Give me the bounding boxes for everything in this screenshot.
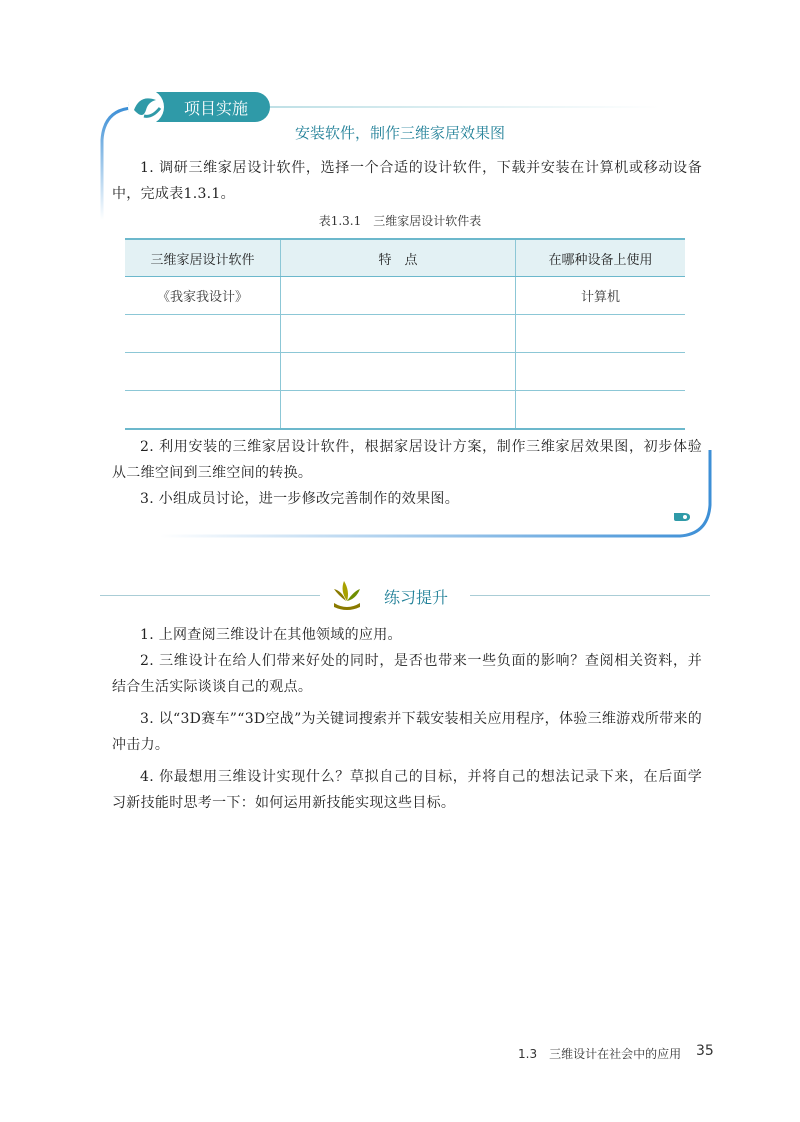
pointing-hand-icon: [672, 507, 692, 523]
table-row: [125, 353, 685, 391]
section-swirl-icon: [126, 88, 166, 126]
project-title: 安装软件，制作三维家居效果图: [294, 124, 505, 142]
practice-rule-left: [100, 595, 320, 596]
table-header-features: 特 点: [281, 239, 516, 277]
practice-item-2: 2. 三维设计在给人们带来好处的同时，是否也带来一些负面的影响？查阅相关资料，并结合生活实际谈谈自己的观点。: [112, 653, 702, 695]
table-row: [125, 391, 685, 430]
table-cell: [516, 353, 686, 391]
table-cell: 计算机: [516, 277, 686, 315]
table-cell: [125, 391, 281, 430]
table-cell: [281, 353, 516, 391]
table-cell: [516, 391, 686, 430]
section-title: 项目实施: [184, 99, 249, 118]
software-table: [125, 238, 685, 430]
practice-leaf-icon: [330, 577, 364, 611]
project-step-1: 1. 调研三维家居设计软件，选择一个合适的设计软件，下载并安装在计算机或移动设备中，完成表1.3.1。: [112, 160, 702, 202]
table-cell: [281, 391, 516, 430]
practice-item-4: 4. 你最想用三维设计实现什么？草拟自己的目标，并将自己的想法记录下来，在后面学习新技能时思考一下：如何运用新技能实现这些目标。: [112, 769, 702, 811]
chapter-footer: 1.3 三维设计在社会中的应用: [518, 1047, 682, 1061]
project-step-2: 2. 利用安装的三维家居设计软件，根据家居设计方案，制作三维家居效果图，初步体验从二维空间到三维空间的转换。: [112, 439, 702, 481]
table-header-row: [125, 239, 685, 277]
table-cell: [125, 353, 281, 391]
section-header-badge: [128, 92, 270, 122]
page-number: 35: [696, 1043, 714, 1059]
table-header-device: 在哪种设备上使用: [516, 239, 686, 277]
practice-item-3: 3. 以“3D赛车”“3D空战”为关键词搜索并下载安装相关应用程序，体验三维游戏所带来的冲击力。: [112, 711, 702, 753]
table-header-software: 三维家居设计软件: [125, 239, 281, 277]
table-row: [125, 277, 685, 315]
table-row: [125, 315, 685, 353]
practice-rule-right: [470, 595, 710, 596]
project-step-3: 3. 小组成员讨论，进一步修改完善制作的效果图。: [140, 491, 460, 507]
table-cell: [125, 315, 281, 353]
practice-item-1: 1. 上网查阅三维设计在其他领域的应用。: [140, 627, 402, 643]
header-underline: [270, 106, 660, 108]
table-cell: [516, 315, 686, 353]
practice-title: 练习提升: [384, 588, 449, 607]
table-cell: 《我家我设计》: [125, 277, 281, 315]
table-cell: [281, 315, 516, 353]
table-caption: 表1.3.1 三维家居设计软件表: [318, 214, 482, 228]
table-cell: [281, 277, 516, 315]
